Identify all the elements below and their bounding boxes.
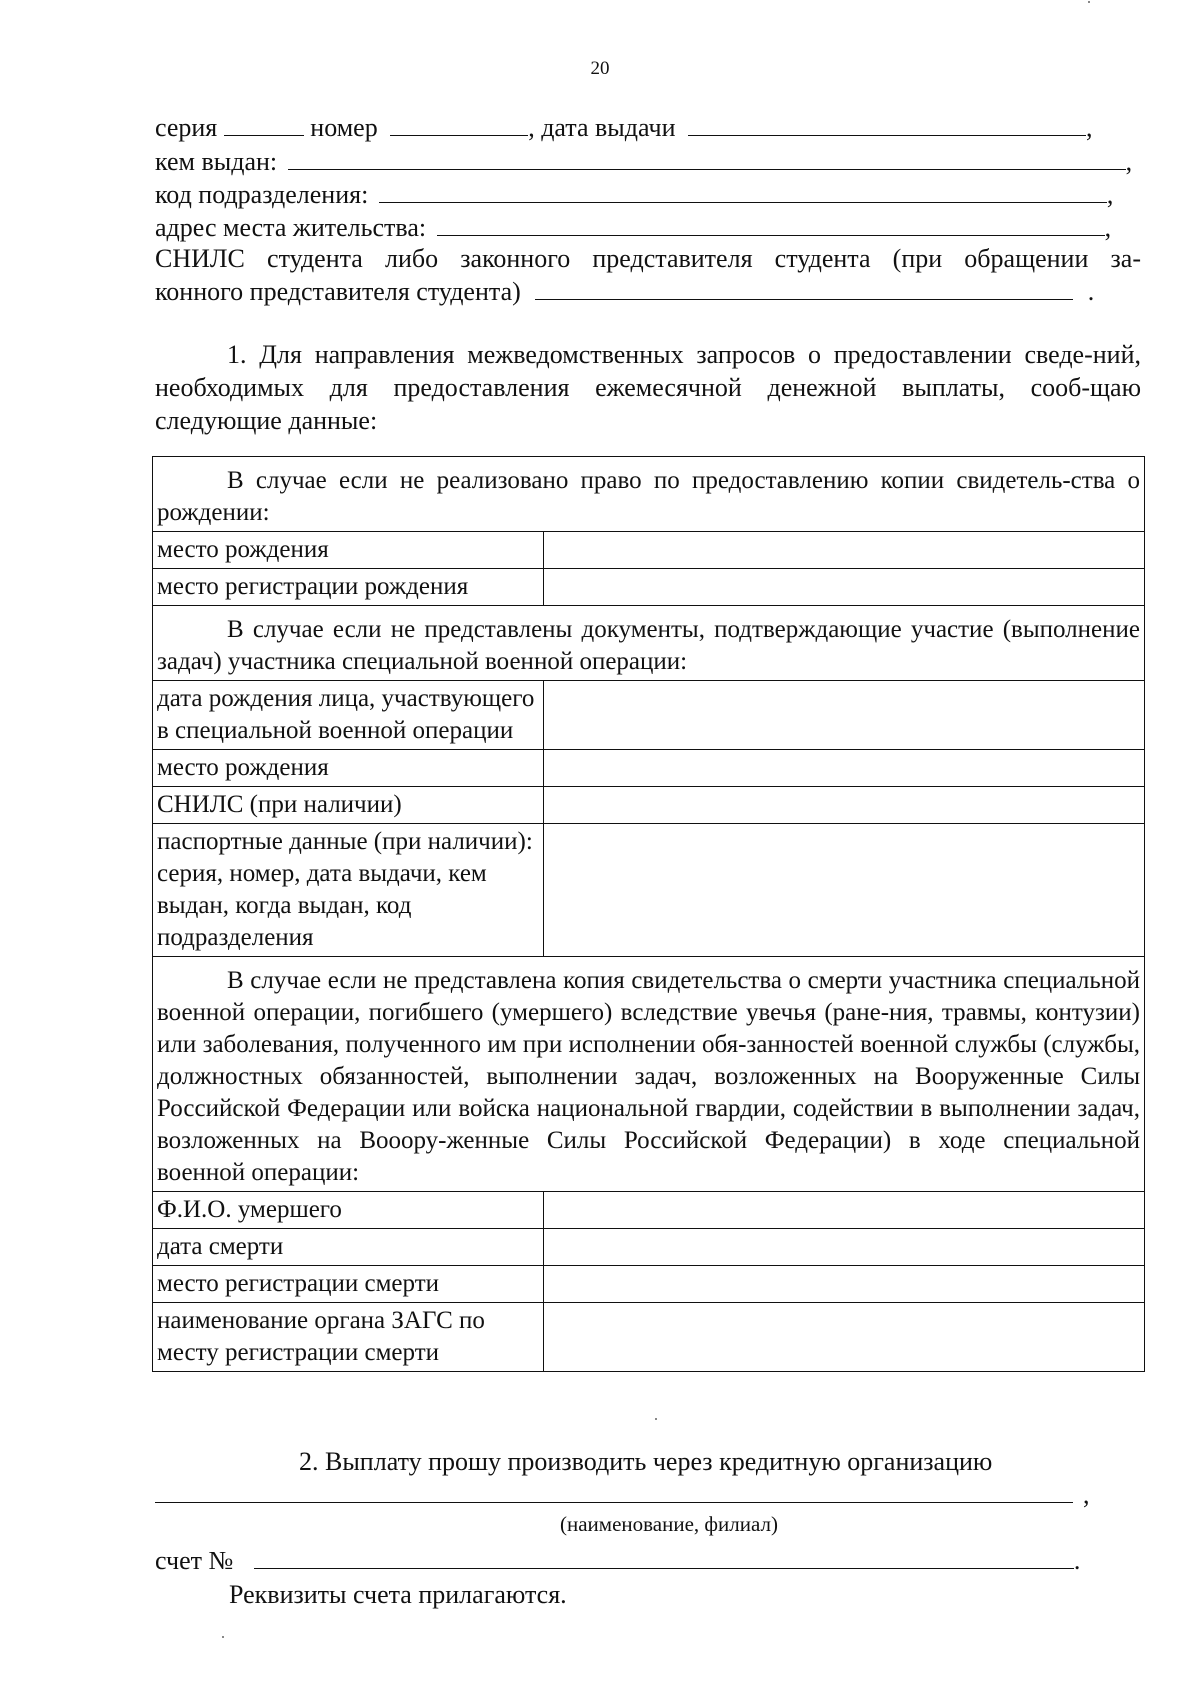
birth-place-field[interactable] <box>544 532 1145 569</box>
table-row-label: СНИЛС (при наличии) <box>153 787 544 824</box>
participant-snils-field[interactable] <box>544 787 1145 824</box>
participation-docs-header: В случае если не представлены документы, подтверждающие участие (выполнение задач) участника специальной военной операции: <box>153 606 1145 681</box>
table-row-label: место рождения <box>153 750 544 787</box>
scan-speck <box>1088 1 1090 3</box>
period: . <box>1087 277 1095 306</box>
bank-caption: (наименование, филиал) <box>560 1512 778 1536</box>
participant-passport-field[interactable] <box>544 824 1145 957</box>
deceased-name-field[interactable] <box>544 1192 1145 1229</box>
division-code-field[interactable] <box>379 178 1107 203</box>
division-code-label: код подразделения: <box>155 180 369 209</box>
issued-by-field[interactable] <box>288 145 1126 170</box>
issue-date-field[interactable] <box>688 111 1086 136</box>
snils-field[interactable] <box>535 275 1073 300</box>
bank-line <box>155 1478 1090 1511</box>
birth-certificate-header: В случае если не реализовано право по предоставлению копии свидетель-ства о рождении: <box>153 457 1145 532</box>
participant-birth-date-field[interactable] <box>544 681 1145 750</box>
comma: , <box>1083 1480 1090 1509</box>
page-number: 20 <box>590 58 610 79</box>
snils-line-1: СНИЛС студента либо законного представителя студента (при обращении за- <box>155 244 1141 273</box>
attachment-note: Реквизиты счета прилагаются. <box>229 1580 567 1609</box>
comma: , <box>1125 147 1133 176</box>
account-line <box>155 1544 1080 1577</box>
bank-name-field[interactable] <box>155 1478 1073 1503</box>
issued-by-line <box>155 145 1132 178</box>
account-field[interactable] <box>254 1544 1074 1569</box>
number-label: номер <box>310 113 378 142</box>
address-label: адрес места жительства: <box>155 213 427 242</box>
table-row-label: наименование органа ЗАГС по месту регистрации смерти <box>153 1303 544 1372</box>
death-registration-place-field[interactable] <box>544 1266 1145 1303</box>
account-label: счет № <box>155 1546 234 1575</box>
birth-registration-place-field[interactable] <box>544 569 1145 606</box>
participant-birth-place-field[interactable] <box>544 750 1145 787</box>
snils-label: конного представителя студента) <box>155 277 521 306</box>
period: . <box>1073 1546 1081 1575</box>
scan-speck <box>655 1418 657 1420</box>
death-certificate-header: В случае если не представлена копия свидетельства о смерти участника специальной военной операции, погибшего (умершего) вследствие увечья (ране-ния, травмы, контузии) или заболевания, полученного им при исполнении обя-занностей военной службы (службы, должностных обязанностей, выполнении задач, возложенных на Вооруженные Силы Российской Федерации или войска национальной гвардии, содействии в выполнении задач, возложенных на Вооору-женные Силы Российской Федерации) в ходе специальной военной операции: <box>153 957 1145 1192</box>
address-line <box>155 211 1111 244</box>
passport-line <box>155 111 1092 144</box>
comma: , <box>1106 180 1114 209</box>
table-row-label: дата рождения лица, участвующего в специальной военной операции <box>153 681 544 750</box>
table-row-label: Ф.И.О. умершего <box>153 1192 544 1229</box>
number-field[interactable] <box>390 111 528 136</box>
table-row-label: место регистрации смерти <box>153 1266 544 1303</box>
data-table <box>152 456 1145 1372</box>
series-field[interactable] <box>224 111 304 136</box>
issue-date-label: , дата выдачи <box>528 113 676 142</box>
issued-by-label: кем выдан: <box>155 147 278 176</box>
series-label: серия <box>155 113 218 142</box>
section-2-paragraph: 2. Выплату прошу производить через кредитную организацию <box>299 1447 993 1476</box>
comma: , <box>1104 213 1112 242</box>
scan-speck <box>222 1636 224 1638</box>
registry-office-field[interactable] <box>544 1303 1145 1372</box>
comma: , <box>1085 113 1093 142</box>
table-row-label: дата смерти <box>153 1229 544 1266</box>
division-code-line <box>155 178 1113 211</box>
section-1-paragraph: 1. Для направления межведомственных запросов о предоставлении сведе-ний, необходимых для предоставления ежемесячной денежной выплаты, сооб-щаю следующие данные: <box>155 340 1141 435</box>
death-date-field[interactable] <box>544 1229 1145 1266</box>
address-field[interactable] <box>437 211 1105 236</box>
table-row-label: паспортные данные (при наличии): серия, номер, дата выдачи, кем выдан, когда выдан, код подразделения <box>153 824 544 957</box>
snils-line-2 <box>155 275 1094 308</box>
table-row-label: место регистрации рождения <box>153 569 544 606</box>
table-row-label: место рождения <box>153 532 544 569</box>
